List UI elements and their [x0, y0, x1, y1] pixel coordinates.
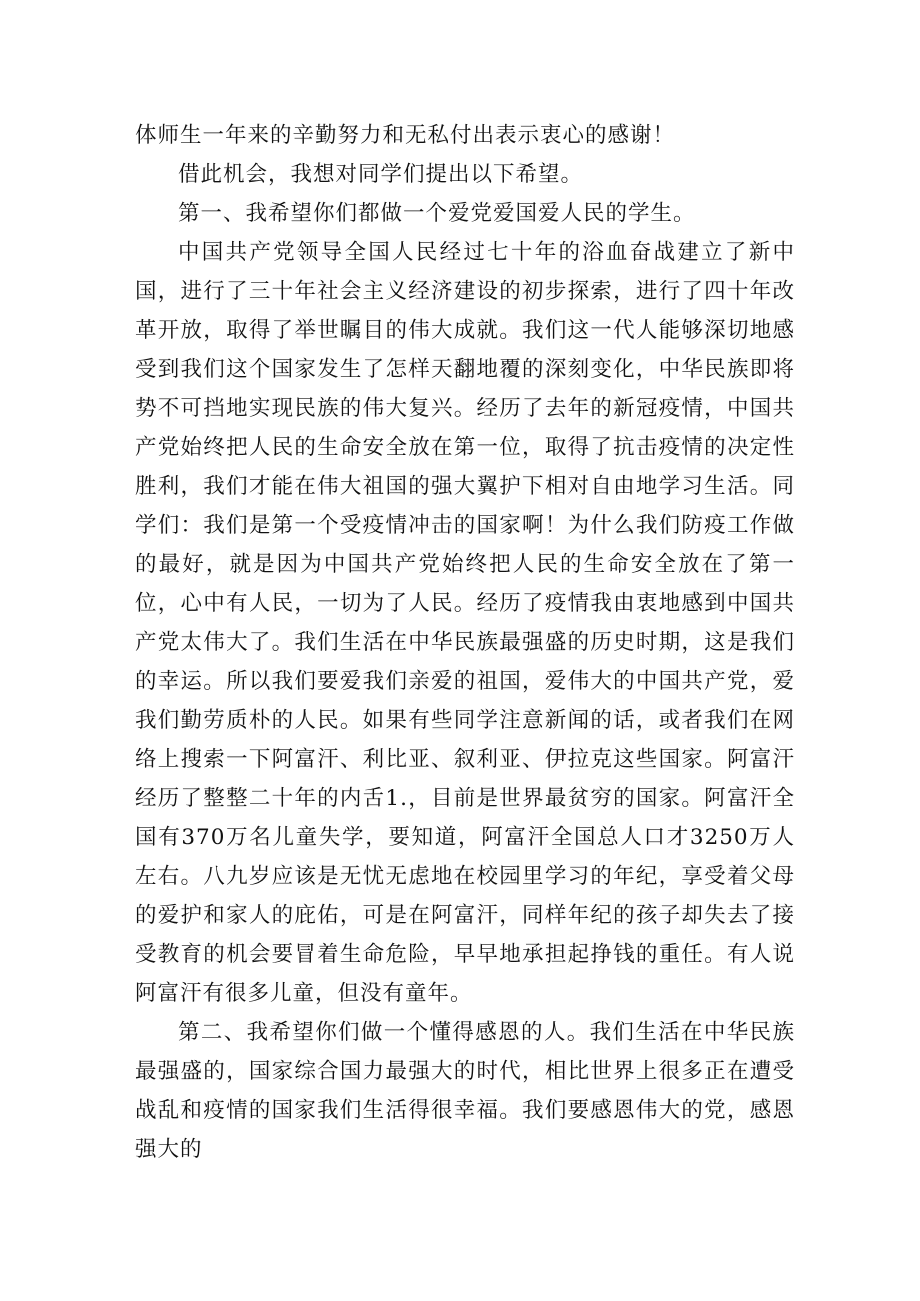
paragraph-hope-one-heading: 第一、我希望你们都做一个爱党爱国爱人民的学生。: [178, 201, 696, 226]
paragraph-intro: 借此机会，我想对同学们提出以下希望。: [178, 162, 584, 187]
paragraph-hope-two: 第二、我希望你们做一个懂得感恩的人。我们生活在中华民族最强盛的，国家综合国力最强大的时代，相比世界上很多正在遭受战乱和疫情的国家我们生活得很幸福。我们要感恩伟大的党，感恩强大的: [135, 1020, 795, 1162]
paragraph-hope-one-body: 中国共产党领导全国人民经过七十年的浴血奋战建立了新中国，进行了三十年社会主义经济建设的初步探索，进行了四十年改革开放，取得了举世瞩目的伟大成就。我们这一代人能够深切地感受到我们这个国家发生了怎样天翻地覆的深刻变化，中华民族即将势不可挡地实现民族的伟大复兴。经历了去年的新冠疫情，中国共产党始终把人民的生命安全放在第一位，取得了抗击疫情的决定性胜利，我们才能在伟大祖国的强大翼护下相对自由地学习生活。同学们：我们是第一个受疫情冲击的国家啊！为什么我们防疫工作做的最好，就是因为中国共产党始终把人民的生命安全放在了第一位，心中有人民，一切为了人民。经历了疫情我由衷地感到中国共产党太伟大了。我们生活在中华民族最强盛的历史时期，这是我们的幸运。所以我们要爱我们亲爱的祖国，爱伟大的中国共产党，爱我们勤劳质朴的人民。如果有些同学注意新闻的话，或者我们在网络上搜索一下阿富汗、利比亚、叙利亚、伊拉克这些国家。阿富汗经历了整整二十年的内舌1.，目前是世界最贫穷的国家。阿富汗全国有370万名儿童失学，要知道，阿富汗全国总人口才3250万人左右。八九岁应该是无忧无虑地在校园里学习的年纪，享受着父母的爱护和家人的庇佑，可是在阿富汗，同样年纪的孩子却失去了接受教育的机会要冒着生命危险，早早地承担起挣钱的重任。有人说阿富汗有很多儿童，但没有童年。: [135, 240, 795, 1006]
paragraph-continuation: 体师生一年来的辛勤努力和无私付出表示衷心的感谢！: [135, 123, 676, 148]
document-body: [135, 116, 795, 1169]
